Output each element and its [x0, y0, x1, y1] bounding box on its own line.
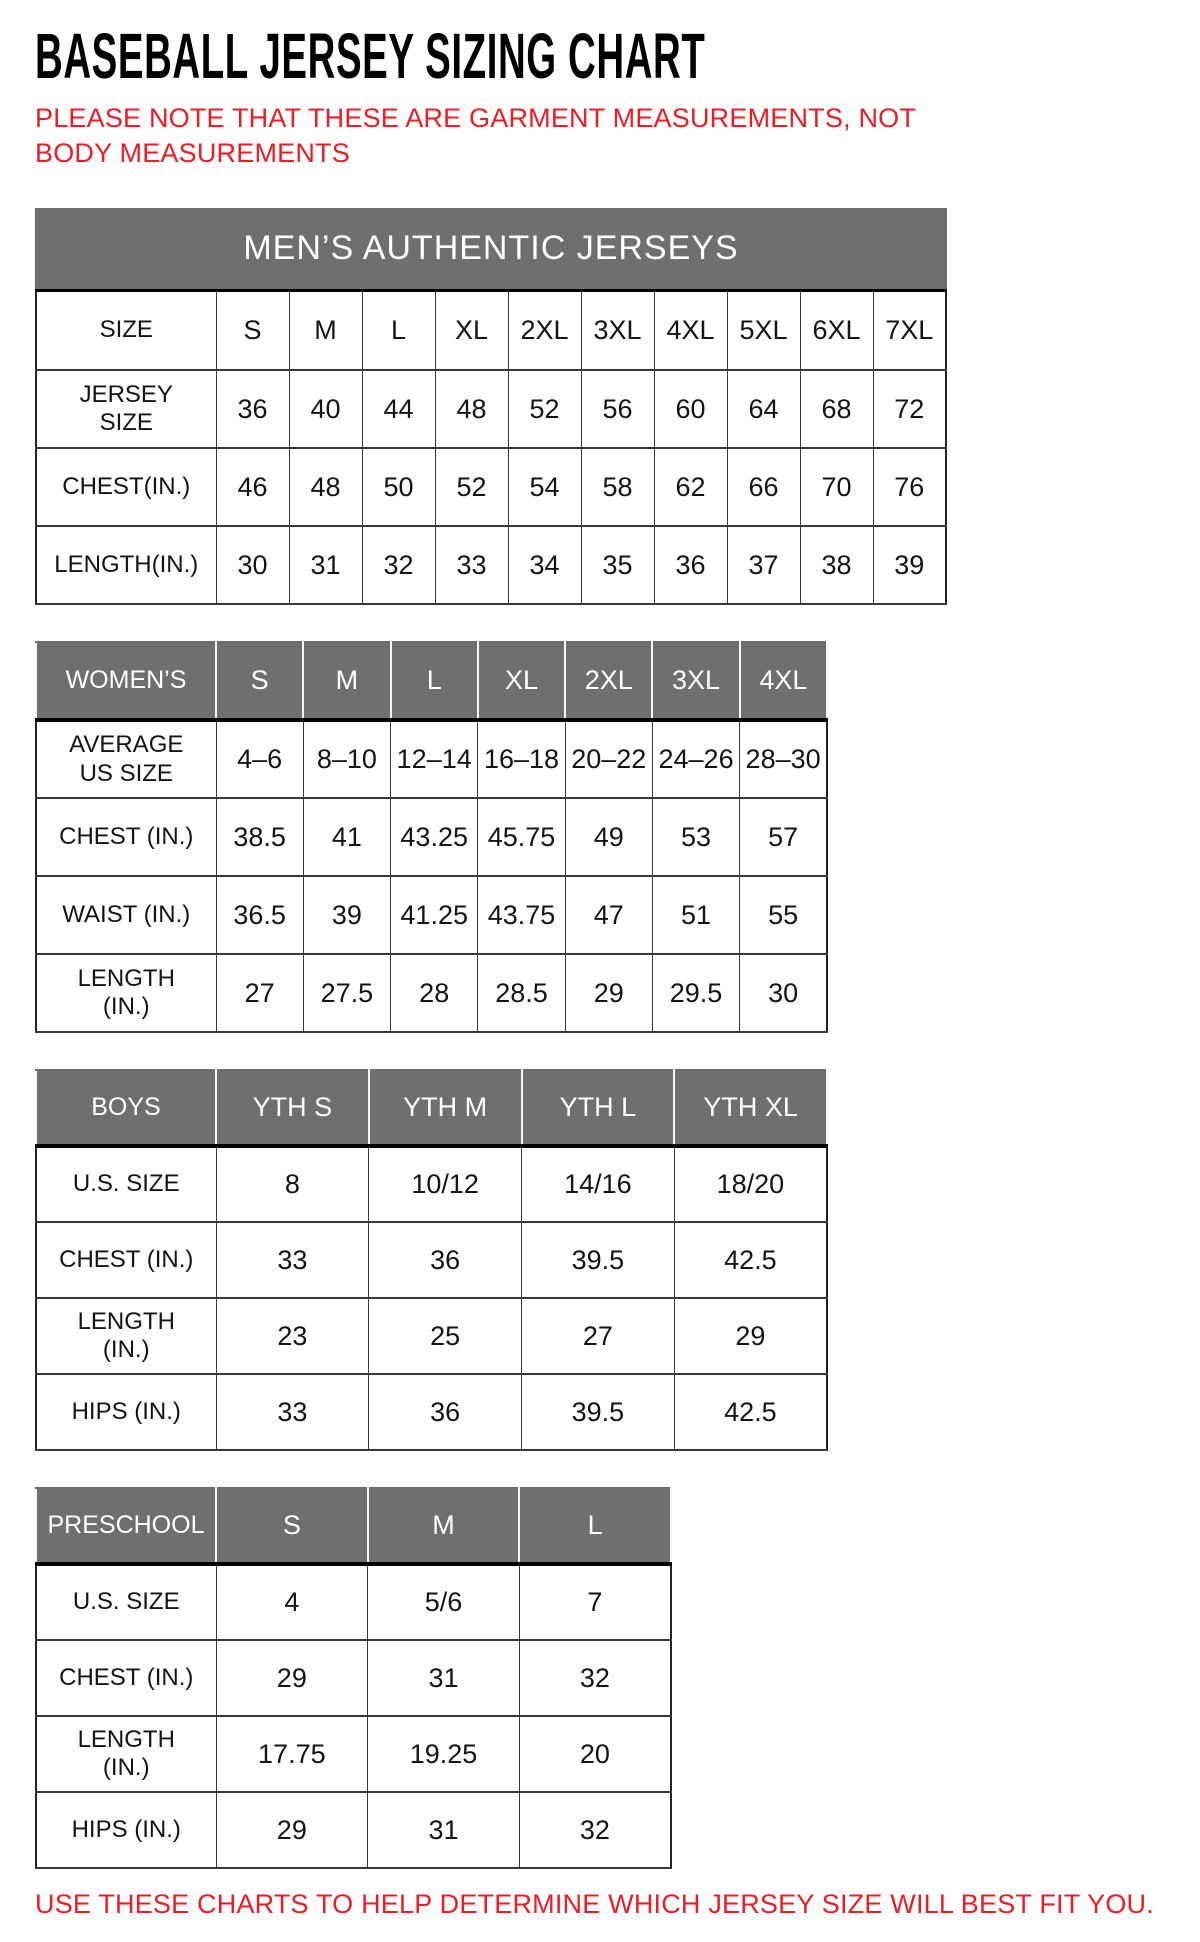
womens-table-title: WOMEN’S: [36, 642, 216, 720]
size-value: 43.25: [391, 798, 478, 876]
row-label: U.S. SIZE: [36, 1564, 216, 1640]
size-value: 5/6: [368, 1564, 520, 1640]
size-column-header: M: [303, 642, 390, 720]
size-value: 72: [873, 370, 946, 448]
row-label: LENGTH (IN.): [36, 954, 216, 1032]
size-value: 17.75: [216, 1716, 368, 1792]
size-value: 56: [581, 370, 654, 448]
size-value: 33: [216, 1222, 369, 1298]
preschool-table-title: PRESCHOOL: [36, 1488, 216, 1564]
size-value: 29: [216, 1792, 368, 1868]
boys-header-row: [36, 1070, 827, 1146]
size-value: 66: [727, 448, 800, 526]
size-value: L: [362, 292, 435, 370]
size-value: 38.5: [216, 798, 303, 876]
size-column-header: L: [391, 642, 478, 720]
size-value: 33: [216, 1374, 369, 1450]
size-value: 36: [216, 370, 289, 448]
womens-table-section: [35, 641, 1200, 1033]
size-value: 20–22: [565, 720, 652, 798]
table-row: [36, 292, 946, 370]
size-value: 39.5: [522, 1374, 675, 1450]
row-label: LENGTH(IN.): [36, 526, 216, 604]
size-value: 37: [727, 526, 800, 604]
size-value: 28–30: [740, 720, 827, 798]
size-value: 53: [652, 798, 739, 876]
table-row: [36, 1716, 671, 1792]
size-value: 54: [508, 448, 581, 526]
size-value: 43.75: [478, 876, 565, 954]
size-value: 19.25: [368, 1716, 520, 1792]
row-label: WAIST (IN.): [36, 876, 216, 954]
size-value: 7XL: [873, 292, 946, 370]
row-label: HIPS (IN.): [36, 1374, 216, 1450]
size-value: M: [289, 292, 362, 370]
size-value: 30: [216, 526, 289, 604]
size-value: 38: [800, 526, 873, 604]
boys-size-table: [35, 1069, 828, 1451]
size-value: 39: [873, 526, 946, 604]
size-column-header: YTH S: [216, 1070, 369, 1146]
size-value: 27.5: [303, 954, 390, 1032]
size-value: XL: [435, 292, 508, 370]
size-value: 42.5: [674, 1222, 827, 1298]
size-value: 68: [800, 370, 873, 448]
size-value: 49: [565, 798, 652, 876]
size-column-header: S: [216, 642, 303, 720]
size-value: 31: [368, 1792, 520, 1868]
womens-size-table: [35, 641, 828, 1033]
size-value: 25: [369, 1298, 522, 1374]
row-label: CHEST (IN.): [36, 1640, 216, 1716]
size-value: 64: [727, 370, 800, 448]
size-value: 35: [581, 526, 654, 604]
row-label: CHEST (IN.): [36, 798, 216, 876]
size-value: 27: [216, 954, 303, 1032]
row-label: CHEST(IN.): [36, 448, 216, 526]
size-value: 14/16: [522, 1146, 675, 1222]
table-row: [36, 1564, 671, 1640]
size-value: 40: [289, 370, 362, 448]
mens-size-table: [35, 292, 947, 605]
size-value: 45.75: [478, 798, 565, 876]
size-value: 32: [362, 526, 435, 604]
boys-table-title: BOYS: [36, 1070, 216, 1146]
size-value: 24–26: [652, 720, 739, 798]
size-value: 36.5: [216, 876, 303, 954]
size-value: 32: [519, 1792, 671, 1868]
size-column-header: L: [519, 1488, 671, 1564]
size-value: 57: [740, 798, 827, 876]
table-row: [36, 526, 946, 604]
size-value: 12–14: [391, 720, 478, 798]
size-value: 44: [362, 370, 435, 448]
row-label: LENGTH (IN.): [36, 1298, 216, 1374]
size-value: 42.5: [674, 1374, 827, 1450]
size-value: 3XL: [581, 292, 654, 370]
size-value: 6XL: [800, 292, 873, 370]
row-label: U.S. SIZE: [36, 1146, 216, 1222]
size-value: 39: [303, 876, 390, 954]
size-column-header: S: [216, 1488, 368, 1564]
size-column-header: XL: [478, 642, 565, 720]
row-label: LENGTH (IN.): [36, 1716, 216, 1792]
size-value: 41: [303, 798, 390, 876]
size-value: 70: [800, 448, 873, 526]
size-value: 31: [368, 1640, 520, 1716]
table-row: [36, 798, 827, 876]
row-label: JERSEY SIZE: [36, 370, 216, 448]
size-column-header: YTH XL: [674, 1070, 827, 1146]
size-value: 55: [740, 876, 827, 954]
size-value: 27: [522, 1298, 675, 1374]
size-value: 36: [654, 526, 727, 604]
row-label: AVERAGE US SIZE: [36, 720, 216, 798]
size-value: 32: [519, 1640, 671, 1716]
mens-table-section: [35, 208, 1200, 605]
size-value: 76: [873, 448, 946, 526]
size-value: 28.5: [478, 954, 565, 1032]
size-value: 20: [519, 1716, 671, 1792]
size-value: 36: [369, 1222, 522, 1298]
table-row: [36, 1792, 671, 1868]
table-row: [36, 1222, 827, 1298]
size-column-header: 2XL: [565, 642, 652, 720]
size-column-header: 3XL: [652, 642, 739, 720]
size-value: 2XL: [508, 292, 581, 370]
size-value: 60: [654, 370, 727, 448]
size-value: 4XL: [654, 292, 727, 370]
size-column-header: YTH L: [522, 1070, 675, 1146]
size-value: 29: [674, 1298, 827, 1374]
size-value: 50: [362, 448, 435, 526]
size-value: 36: [369, 1374, 522, 1450]
table-row: [36, 448, 946, 526]
garment-measurement-note: PLEASE NOTE THAT THESE ARE GARMENT MEASUREMENTS, NOT BODY MEASUREMENTS: [35, 102, 916, 169]
size-column-header: YTH M: [369, 1070, 522, 1146]
row-label: SIZE: [36, 292, 216, 370]
table-row: [36, 1298, 827, 1374]
size-value: 28: [391, 954, 478, 1032]
preschool-table-section: [35, 1487, 1200, 1869]
size-value: 4: [216, 1564, 368, 1640]
size-value: 8: [216, 1146, 369, 1222]
size-value: 52: [508, 370, 581, 448]
size-value: 4–6: [216, 720, 303, 798]
size-value: 47: [565, 876, 652, 954]
size-value: 62: [654, 448, 727, 526]
boys-table-section: [35, 1069, 1200, 1451]
size-column-header: M: [368, 1488, 520, 1564]
size-value: 51: [652, 876, 739, 954]
table-row: [36, 370, 946, 448]
size-value: 33: [435, 526, 508, 604]
size-value: S: [216, 292, 289, 370]
size-value: 5XL: [727, 292, 800, 370]
table-row: [36, 876, 827, 954]
size-value: 29: [216, 1640, 368, 1716]
size-value: 16–18: [478, 720, 565, 798]
footer-note: USE THESE CHARTS TO HELP DETERMINE WHICH JERSEY SIZE WILL BEST FIT YOU.: [35, 1889, 1154, 1920]
size-value: 8–10: [303, 720, 390, 798]
table-row: [36, 1146, 827, 1222]
table-row: [36, 1374, 827, 1450]
size-value: 58: [581, 448, 654, 526]
size-value: 39.5: [522, 1222, 675, 1298]
table-row: [36, 1640, 671, 1716]
size-value: 29: [565, 954, 652, 1032]
womens-header-row: [36, 642, 827, 720]
mens-table-banner: MEN’S AUTHENTIC JERSEYS: [35, 208, 947, 292]
table-row: [36, 954, 827, 1032]
size-value: 48: [435, 370, 508, 448]
row-label: CHEST (IN.): [36, 1222, 216, 1298]
size-value: 7: [519, 1564, 671, 1640]
size-value: 30: [740, 954, 827, 1032]
size-value: 31: [289, 526, 362, 604]
page-title: BASEBALL JERSEY SIZING CHART: [35, 20, 706, 92]
size-value: 52: [435, 448, 508, 526]
preschool-size-table: [35, 1487, 672, 1869]
preschool-header-row: [36, 1488, 671, 1564]
row-label: HIPS (IN.): [36, 1792, 216, 1868]
table-row: [36, 720, 827, 798]
size-value: 23: [216, 1298, 369, 1374]
size-value: 18/20: [674, 1146, 827, 1222]
size-value: 34: [508, 526, 581, 604]
size-value: 10/12: [369, 1146, 522, 1222]
size-value: 48: [289, 448, 362, 526]
size-value: 46: [216, 448, 289, 526]
size-value: 29.5: [652, 954, 739, 1032]
size-column-header: 4XL: [740, 642, 827, 720]
size-value: 41.25: [391, 876, 478, 954]
